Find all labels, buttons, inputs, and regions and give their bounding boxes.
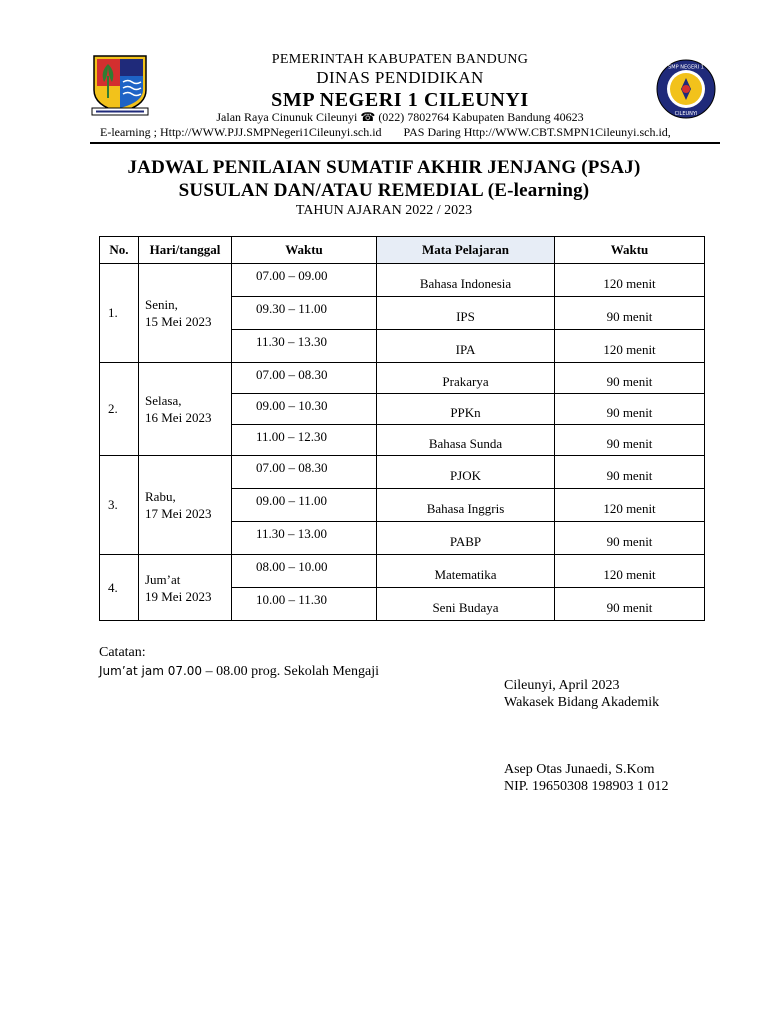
table-header-row [100,237,705,264]
day-name: Selasa, [145,393,182,408]
duration-cell: 90 menit [555,522,705,555]
address-suffix: (022) 7802764 Kabupaten Bandung 40623 [378,110,584,124]
notes-section [99,643,379,681]
duration-cell: 120 menit [555,330,705,363]
phone-icon: ☎ [360,110,376,124]
day-date: 16 Mei 2023 [145,410,212,425]
time-cell: 11.30 – 13.30 [232,330,377,363]
time-cell: 10.00 – 11.30 [232,588,377,621]
subject-cell: IPA [377,330,555,363]
letterhead-divider [90,142,720,144]
academic-year: TAHUN AJARAN 2022 / 2023 [295,203,473,218]
pas-daring-link[interactable]: PAS Daring Http://WWW.CBT.SMPN1Cileunyi.sch.id, [403,125,671,139]
schedule-table [99,236,705,621]
smp-negeri-seal-icon [655,58,717,120]
notes-line-rest: – 08.00 prog. Sekolah Mengaji [202,664,379,679]
school-name: SMP NEGERI 1 CILEUNYI [271,89,529,111]
subject-cell: Matematika [377,555,555,588]
row-number: 2. [100,363,139,456]
duration-cell: 120 menit [555,264,705,297]
day-date-cell [139,363,232,456]
subject-cell: Prakarya [377,363,555,394]
signature-nip: NIP. 19650308 198903 1 012 [504,779,669,794]
row-number: 1. [100,264,139,363]
header-time: Waktu [232,237,377,264]
duration-cell: 120 menit [555,489,705,522]
header-no: No. [100,237,139,264]
subject-cell: Seni Budaya [377,588,555,621]
duration-cell: 90 menit [555,588,705,621]
table-row [100,456,705,489]
day-name: Senin, [145,297,178,312]
subject-cell: IPS [377,297,555,330]
duration-cell: 90 menit [555,456,705,489]
day-date: 17 Mei 2023 [145,506,212,521]
notes-line-day-time: Jum’at jam 07.00 [99,664,203,678]
duration-cell: 120 menit [555,555,705,588]
time-cell: 11.30 – 13.00 [232,522,377,555]
time-cell: 07.00 – 08.30 [232,363,377,394]
day-date: 19 Mei 2023 [145,588,212,604]
duration-cell: 90 menit [555,297,705,330]
subject-cell: PJOK [377,456,555,489]
kabupaten-bandung-crest-icon [90,52,150,116]
day-date-cell [139,456,232,555]
day-name: Jum’at [145,571,181,587]
header-duration: Waktu [555,237,705,264]
table-row [100,555,705,588]
document-title: JADWAL PENILAIAN SUMATIF AKHIR JENJANG (PSAJ) [127,157,641,178]
notes-line [99,662,379,681]
time-cell: 07.00 – 08.30 [232,456,377,489]
subject-cell: PABP [377,522,555,555]
subject-cell: Bahasa Sunda [377,425,555,456]
header-subject: Mata Pelajaran [377,237,555,264]
table-row [100,264,705,297]
signature-position: Wakasek Bidang Akademik [504,695,660,710]
day-date-cell [139,555,232,621]
office-name: DINAS PENDIDIKAN [316,68,484,87]
day-name: Rabu, [145,489,176,504]
elearning-link[interactable]: E-learning ; Http://WWW.PJJ.SMPNegeri1Cileunyi.sch.id [100,125,382,139]
day-date: 15 Mei 2023 [145,314,212,329]
time-cell: 09.00 – 10.30 [232,394,377,425]
table-row [100,363,705,394]
subject-cell: Bahasa Indonesia [377,264,555,297]
notes-heading: Catatan: [99,645,146,660]
document-subtitle: SUSULAN DAN/ATAU REMEDIAL (E-learning) [178,180,590,201]
government-name: PEMERINTAH KABUPATEN BANDUNG [271,52,529,67]
time-cell: 11.00 – 12.30 [232,425,377,456]
school-websites [100,125,720,140]
time-cell: 08.00 – 10.00 [232,555,377,588]
duration-cell: 90 menit [555,363,705,394]
signature-place-date: Cileunyi, April 2023 [504,678,620,693]
time-cell: 09.30 – 11.00 [232,297,377,330]
signature-name: Asep Otas Junaedi, S.Kom [504,762,655,777]
day-date-cell [139,264,232,363]
subject-cell: PPKn [377,394,555,425]
address-prefix: Jalan Raya Cinunuk Cileunyi [216,110,358,124]
header-day-date: Hari/tanggal [139,237,232,264]
row-number: 4. [100,555,139,621]
school-address [200,110,600,125]
seal-text-top: SMP NEGERI 1 [668,64,704,71]
row-number: 3. [100,456,139,555]
seal-text-bottom: CILEUNYI [674,111,698,117]
duration-cell: 90 menit [555,425,705,456]
subject-cell: Bahasa Inggris [377,489,555,522]
duration-cell: 90 menit [555,394,705,425]
time-cell: 07.00 – 09.00 [232,264,377,297]
time-cell: 09.00 – 11.00 [232,489,377,522]
